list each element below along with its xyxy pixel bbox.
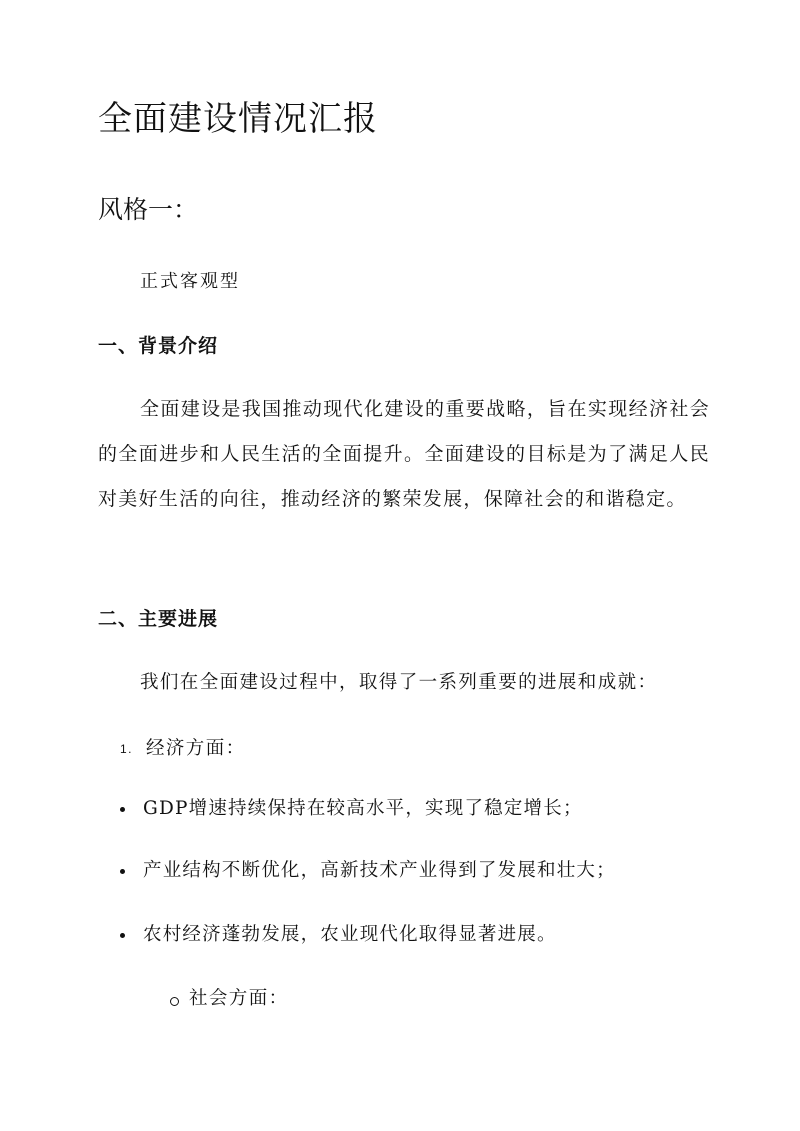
section-heading-background: 一、背景介绍 bbox=[98, 335, 219, 357]
style-heading: 风格一： bbox=[98, 195, 199, 224]
list-item bbox=[118, 920, 557, 950]
bullet-text: 产业结构不断优化，高新技术产业得到了发展和壮大； bbox=[143, 860, 616, 881]
list-item bbox=[118, 794, 583, 824]
background-paragraph: 全面建设是我国推动现代化建设的重要战略，旨在实现经济社会的全面进步和人民生活的全面提升。全面建设的目标是为了满足人民对美好生活的向往，推动经济的繁荣发展，保障社会的和谐稳定。 bbox=[98, 398, 710, 510]
hollow-bullet-icon bbox=[170, 997, 179, 1006]
sub-item-label: 社会方面： bbox=[189, 988, 289, 1009]
list-item bbox=[118, 856, 616, 886]
numbered-item-label: 经济方面： bbox=[146, 738, 246, 759]
bullet-text: GDP增速持续保持在较高水平，实现了稳定增长； bbox=[143, 798, 583, 819]
numbered-item-economy bbox=[120, 734, 246, 764]
bullet-icon bbox=[120, 807, 125, 812]
progress-intro: 我们在全面建设过程中，取得了一系列重要的进展和成就： bbox=[140, 672, 658, 693]
document-title: 全面建设情况汇报 bbox=[98, 99, 378, 139]
sub-item-society bbox=[170, 984, 289, 1014]
style-name: 正式客观型 bbox=[140, 271, 240, 292]
bullet-icon bbox=[120, 869, 125, 874]
bullet-text: 农村经济蓬勃发展，农业现代化取得显著进展。 bbox=[143, 924, 557, 945]
list-number: 1. bbox=[120, 742, 133, 756]
bullet-icon bbox=[120, 933, 125, 938]
section-heading-progress: 二、主要进展 bbox=[98, 608, 219, 630]
